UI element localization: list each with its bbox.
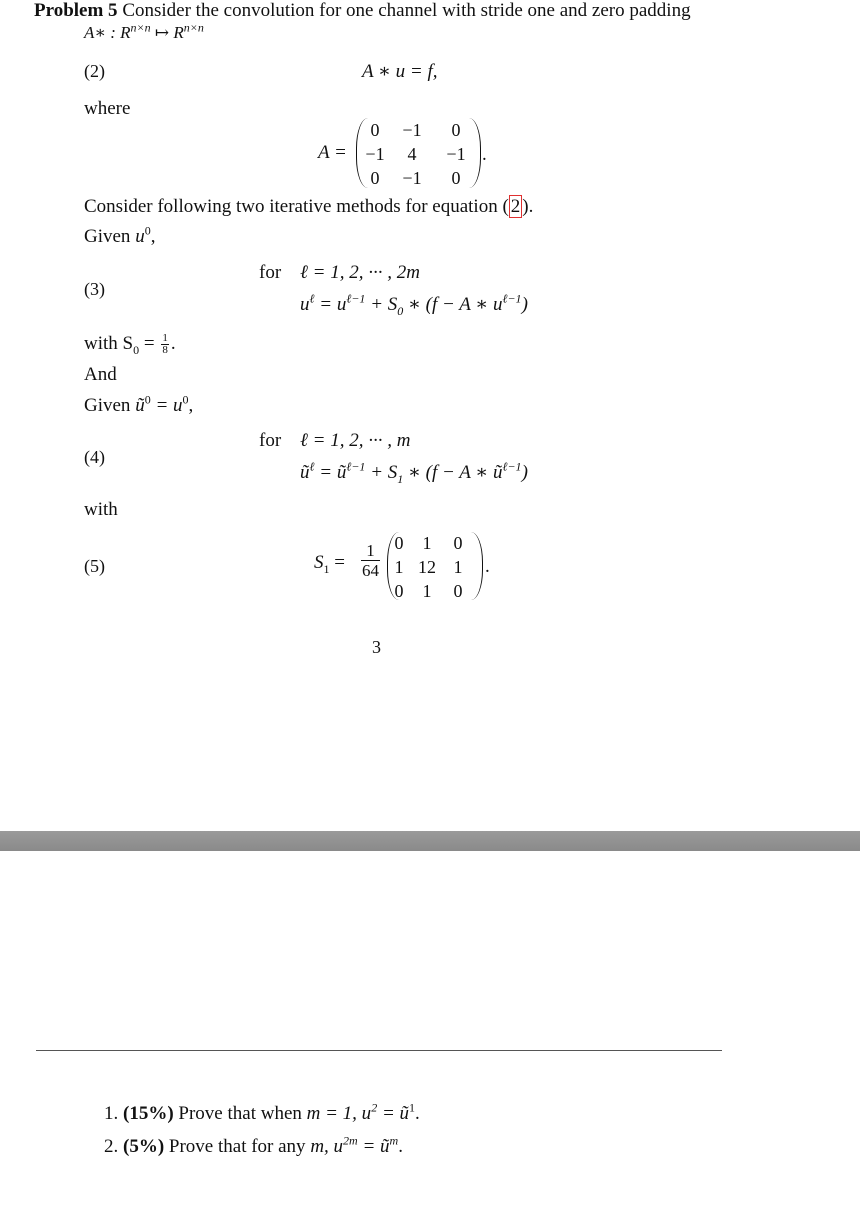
matrix-s1-period: . bbox=[485, 556, 490, 577]
equation-number-2: (2) bbox=[84, 61, 105, 81]
equation-number-3: (3) bbox=[84, 279, 105, 299]
matrix-a-cell: 0 bbox=[451, 168, 461, 188]
matrix-a-cell: −1 bbox=[446, 144, 466, 164]
page-break-bar bbox=[0, 831, 860, 851]
task-item-1: 1. (15%) Prove that when m = 1, $u^2$ = $ũ^1$. bbox=[104, 1100, 420, 1124]
problem-title: Problem 5 bbox=[34, 0, 118, 21]
equation-4-update: $ũ^\ell$ = $ũ^{\ell-1} + S_1$ ∗ (f − A ∗ $ũ^{\ell-1}$) bbox=[300, 459, 528, 486]
equation-4-for: for bbox=[259, 430, 282, 451]
matrix-s1-cell: 0 bbox=[453, 581, 463, 601]
matrix-s1-cell: 1 bbox=[453, 557, 463, 577]
matrix-a-cell: 0 bbox=[451, 120, 461, 140]
matrix-a-cell: −1 bbox=[365, 144, 385, 164]
matrix-s1-cell: 12 bbox=[418, 557, 436, 577]
matrix-a-cell: 0 bbox=[370, 168, 380, 188]
where-label: where bbox=[84, 98, 131, 119]
matrix-a-cell: −1 bbox=[402, 168, 422, 188]
fraction-one-sixty-fourth: 1 64 bbox=[362, 541, 379, 580]
matrix-a-period: . bbox=[482, 144, 487, 165]
equation-3-loop: ℓ = 1, 2, ··· , 2m bbox=[300, 262, 420, 283]
equation-2: A ∗ u = f, bbox=[362, 61, 438, 82]
matrix-s1-cell: 0 bbox=[453, 533, 463, 553]
matrix-s1-right-paren bbox=[470, 532, 483, 600]
matrix-s1 bbox=[389, 531, 471, 603]
matrix-a bbox=[360, 118, 478, 190]
equation-5-lhs: $S_1$ = bbox=[314, 552, 345, 576]
equation-4-loop: ℓ = 1, 2, ··· , m bbox=[300, 430, 411, 451]
matrix-a-cell: 0 bbox=[370, 120, 380, 140]
equation-number-5: (5) bbox=[84, 556, 105, 576]
page-number: 3 bbox=[372, 637, 381, 657]
and-label: And bbox=[84, 364, 117, 385]
equation-3-update: $u^\ell = u^{\ell-1} + S_0$ ∗ (f − A ∗ $u^{\ell-1}$) bbox=[300, 291, 528, 318]
mapping-line: A∗ : $R^{n\times n}$ ↦ $R^{n\times n}$ bbox=[84, 20, 204, 42]
equation-ref-link[interactable]: 2 bbox=[510, 196, 521, 217]
matrix-s1-cell: 1 bbox=[394, 557, 404, 577]
equation-3-for: for bbox=[259, 262, 282, 283]
matrix-s1-cell: 0 bbox=[394, 581, 404, 601]
consider-text: Consider following two iterative methods for equation ( 2 ). bbox=[84, 196, 534, 217]
fraction-one-eighth: $\frac{1}{8}$ bbox=[162, 332, 168, 357]
with-s0: with $S_0$ = $\frac{1}{8}$ . bbox=[84, 332, 176, 357]
matrix-a-cell: 4 bbox=[407, 144, 417, 164]
with-label: with bbox=[84, 499, 118, 520]
given-u-tilde-0: Given $ũ^0 = u^0$, bbox=[84, 392, 194, 416]
given-u0: Given $u^0$, bbox=[84, 223, 156, 247]
section-divider bbox=[36, 1050, 722, 1051]
equation-number-4: (4) bbox=[84, 447, 105, 467]
matrix-a-label: A = bbox=[318, 142, 347, 163]
task-item-2: 2. (5%) Prove that for any m, $u^{2m}$ = $ũ^m$. bbox=[104, 1133, 403, 1157]
problem-header bbox=[34, 0, 691, 22]
matrix-s1-cell: 0 bbox=[394, 533, 404, 553]
matrix-s1-cell: 1 bbox=[422, 581, 432, 601]
matrix-s1-cell: 1 bbox=[422, 533, 432, 553]
matrix-a-right-paren bbox=[468, 118, 481, 188]
problem-intro: Consider the convolution for one channel with stride one and zero padding bbox=[122, 0, 691, 21]
matrix-a-cell: −1 bbox=[402, 120, 422, 140]
